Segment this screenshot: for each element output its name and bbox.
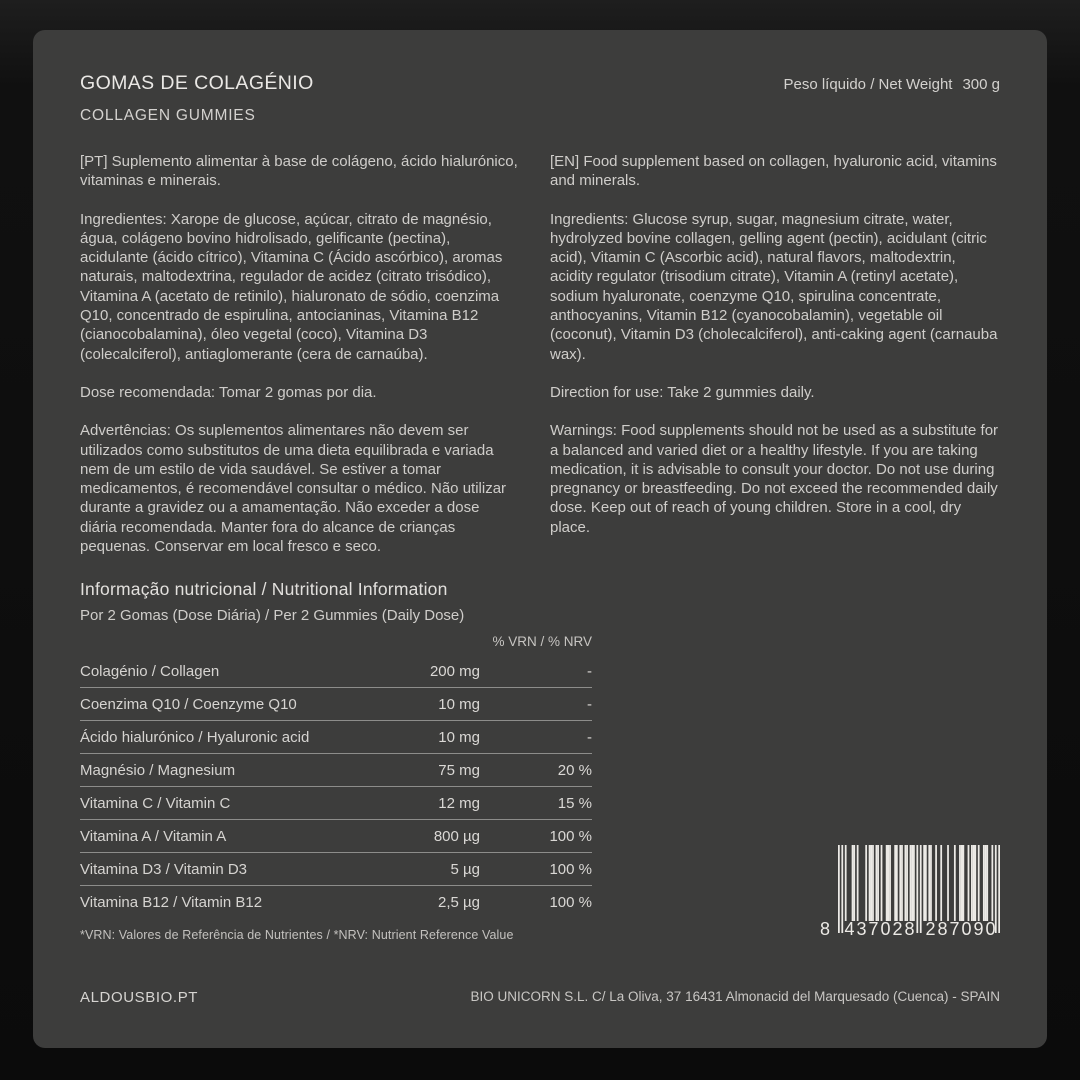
nutrition-header — [80, 579, 464, 624]
table-row — [80, 853, 592, 886]
en-ingredients-text: Ingredients: Glucose syrup, sugar, magnesium citrate, water, hydrolyzed bovine collagen, gelling agent (pectin), acidulant (citric acid), Vitamin C (Ascorbic acid), natural flavors, maltodextrin, acidity regulator (trisodium citrate), Vitamin A (retinyl acetate), sodium hyaluronate, coenzyme Q10, spirulina concentrate, anthocyanins, Vitamin B12 (cyanocobalamin), vegetable oil (coconut), Vitamin D3 (cholecalciferol), anti-caking agent (carnauba wax). — [550, 210, 998, 363]
nutrient-label: Vitamina A / Vitamin A — [80, 827, 227, 845]
en-intro-text: [EN] Food supplement based on collagen, hyaluronic acid, vitamins and minerals. — [550, 153, 997, 190]
nutrition-heading: Informação nutricional / Nutritional Information — [80, 579, 448, 599]
brand-url: ALDOUSBIO.PT — [80, 989, 199, 1006]
portuguese-column — [80, 152, 520, 575]
nutrition-footnote: *VRN: Valores de Referência de Nutrientes / *NRV: Nutrient Reference Value — [80, 928, 514, 942]
pt-warnings-text: Advertências: Os suplementos alimentares não devem ser utilizados como substitutos de uma dieta equilibrada e variada nem de um estilo de vida saudável. Se estiver a tomar medicamentos, é recomendável consultar o médico. Não utilizar durante a gravidez ou a amamentação. Não exceder a dose diária recomendada. Manter fora do alcance de crianças pequenas. Conservar em local fresco e seco. — [80, 422, 507, 556]
table-row — [80, 754, 592, 787]
table-row — [80, 655, 592, 688]
english-column — [550, 152, 1002, 556]
nutrient-nrv: - — [587, 695, 592, 713]
label-panel — [33, 30, 1047, 1048]
nutrient-nrv: 20 % — [557, 761, 592, 779]
nutrient-nrv: 100 % — [549, 894, 592, 911]
table-row — [80, 688, 592, 721]
pt-dose-text: Dose recomendada: Tomar 2 gomas por dia. — [80, 383, 377, 401]
nutrient-amount: 10 mg — [438, 695, 480, 713]
nutrient-label: Vitamina D3 / Vitamin D3 — [80, 860, 248, 878]
nutrient-amount: 2,5 µg — [437, 894, 480, 911]
en-warnings-text: Warnings: Food supplements should not be used as a substitute for a balanced and varied diet or a healthy lifestyle. If you are taking medication, it is advisable to consult your doctor. Do not use during pregnancy or breastfeeding. Do not exceed the recommended daily dose. Keep out of reach of young children. Store in a cool, dry place. — [550, 422, 999, 536]
nutrient-nrv: 100 % — [549, 860, 592, 878]
table-row — [80, 721, 592, 754]
nutrition-table — [80, 655, 592, 919]
en-directions-text: Direction for use: Take 2 gummies daily. — [550, 383, 815, 401]
pt-intro-text: [PT] Suplemento alimentar à base de colágeno, ácido hialurónico, vitaminas e minerais. — [80, 153, 518, 190]
product-title: GOMAS DE COLAGÉNIO — [80, 72, 314, 94]
barcode-digits-right: 287090 — [925, 919, 998, 939]
nutrient-amount: 800 µg — [433, 827, 480, 845]
nutrition-subheading: Por 2 Gomas (Dose Diária) / Per 2 Gummies (Daily Dose) — [80, 607, 465, 624]
net-weight-label: Peso líquido / Net Weight — [783, 76, 953, 93]
nutrient-amount: 5 µg — [450, 860, 480, 878]
nutrient-label: Coenzima Q10 / Coenzyme Q10 — [80, 695, 297, 713]
nutrient-nrv: 15 % — [557, 794, 592, 812]
table-row — [80, 787, 592, 820]
nutrient-amount: 200 mg — [429, 662, 480, 680]
net-weight-value: 300 g — [962, 76, 1000, 93]
nutrient-label: Vitamina C / Vitamin C — [80, 794, 231, 812]
ean-barcode — [820, 845, 1000, 967]
net-weight — [783, 76, 1000, 93]
nutrient-label: Ácido hialurónico / Hyaluronic acid — [80, 728, 310, 746]
nutrient-amount: 75 mg — [438, 761, 480, 779]
nutrient-label: Vitamina B12 / Vitamin B12 — [80, 894, 263, 911]
table-row — [80, 820, 592, 853]
nutrient-label: Colagénio / Collagen — [80, 662, 220, 680]
label-header — [80, 70, 314, 125]
table-row — [80, 886, 592, 919]
barcode-digit-first: 8 — [820, 919, 831, 939]
nutrient-label: Magnésio / Magnesium — [80, 761, 236, 779]
nutrient-nrv: - — [587, 662, 592, 680]
nutrient-nrv: 100 % — [549, 827, 592, 845]
product-subtitle: COLLAGEN GUMMIES — [80, 107, 256, 124]
barcode-digits-left: 437028 — [844, 919, 917, 939]
nrv-column-header: % VRN / % NRV — [492, 634, 592, 649]
nutrient-amount: 10 mg — [438, 728, 480, 746]
nutrient-amount: 12 mg — [438, 794, 480, 812]
manufacturer-address: BIO UNICORN S.L. C/ La Oliva, 37 16431 Almonacid del Marquesado (Cuenca) - SPAIN — [470, 989, 1000, 1004]
pt-ingredients-text: Ingredientes: Xarope de glucose, açúcar, citrato de magnésio, água, colágeno bovino hidrolisado, gelificante (pectina), acidulante (ácido cítrico), Vitamina C (Ácido ascórbico), aromas naturais, maltodextrina, regulador de acidez (citrato trisódico), Vitamina A (acetato de retinilo), hialuronato de sódio, coenzima Q10, concentrado de espirulina, antocianinas, Vitamina B12 (cianocobalamina), óleo vegetal (coco), Vitamina D3 (colecalciferol), antiaglomerante (cera de carnaúba). — [80, 210, 503, 363]
nutrient-nrv: - — [587, 728, 592, 746]
